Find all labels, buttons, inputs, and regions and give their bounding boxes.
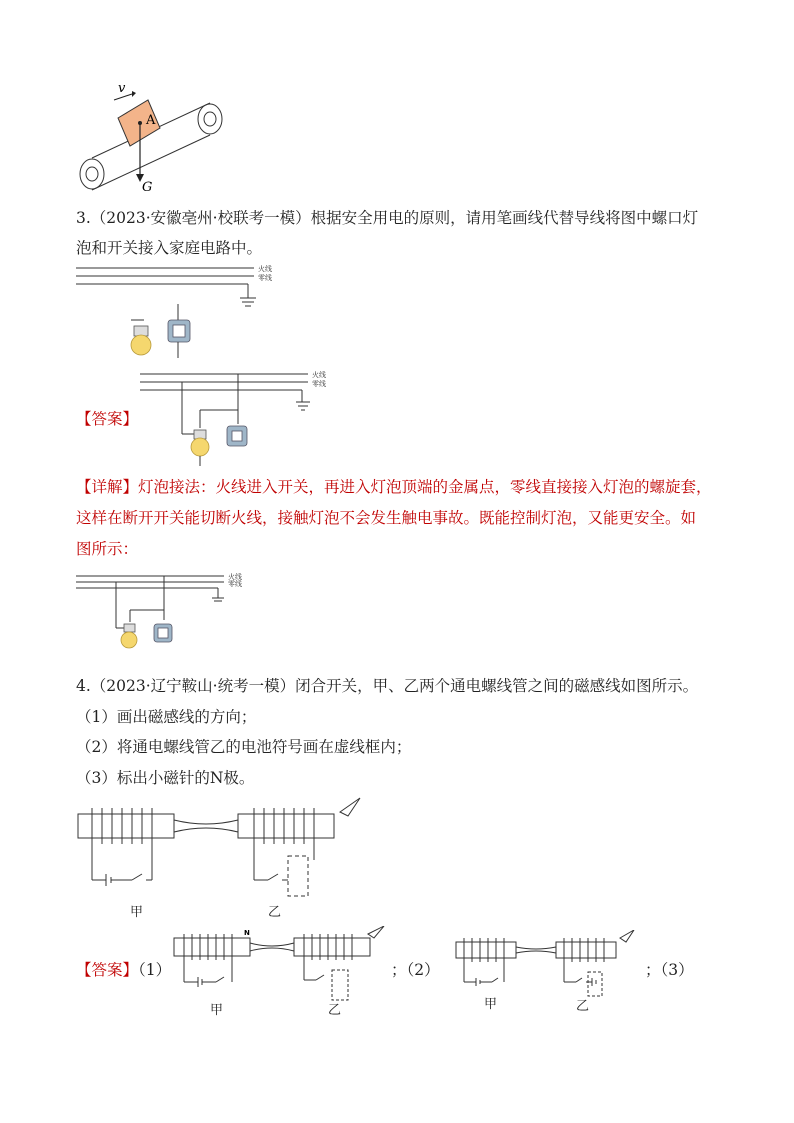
solenoid-yi — [238, 814, 334, 838]
switch-icon — [154, 624, 172, 642]
jia-label: 甲 — [130, 905, 144, 920]
q4-text-line1: 4.（2023·辽宁鞍山·统考一模）闭合开关，甲、乙两个通电螺线管之间的磁感线如图所示。 — [76, 677, 699, 695]
q3-text-line2: 泡和开关接入家庭电路中。 — [76, 239, 263, 257]
q3-detail-line2: 这样在断开开关能切断火线，接触灯泡不会发生触电事故。既能控制灯泡，又能更安全。如 — [76, 509, 697, 527]
svg-text:火线: 火线 — [312, 371, 326, 379]
a-label: A — [146, 113, 156, 128]
neutral-label: 零线 — [258, 274, 272, 282]
compass-needle-icon — [340, 798, 360, 816]
q3-circuit-figure — [72, 262, 282, 362]
answer-label: 【答案】 — [76, 961, 139, 979]
q4-sub1: （1）画出磁感线的方向； — [76, 708, 257, 726]
q3-answer-figure — [138, 362, 338, 470]
svg-text:零线: 零线 — [228, 580, 242, 588]
svg-text:甲: 甲 — [210, 1003, 224, 1018]
dashed-battery-box — [288, 856, 308, 896]
yi-label: 乙 — [268, 905, 282, 920]
n-pole-label: N — [244, 929, 250, 937]
bulb-icon — [191, 430, 209, 456]
q4-sub3: （3）标出小磁针的N极。 — [76, 769, 255, 787]
detail-text-1: 灯泡接法：火线进入开关，再进入灯泡顶端的金属点，零线直接接入灯泡的螺旋套， — [138, 478, 712, 496]
q3-detail-line3: 图所示： — [76, 540, 139, 558]
compass-needle-icon — [368, 926, 384, 938]
part1-label: （1） — [138, 961, 172, 979]
detail-label: 【详解】 — [76, 478, 139, 496]
live-label: 火线 — [258, 265, 272, 273]
switch-icon — [168, 304, 190, 358]
q4-answer-figure-2 — [452, 930, 642, 1014]
svg-text:火线: 火线 — [228, 573, 242, 581]
g-label: G — [142, 180, 153, 195]
q4-sub2: （2）将通电螺线管乙的电池符号画在虚线框内； — [76, 738, 412, 756]
conveyor-figure — [70, 78, 240, 196]
q3-detail-line1 — [76, 472, 712, 502]
q3-text-line1: 3.（2023·安徽亳州·校联考一模）根据安全用电的原则，请用笔画线代替导线将图中螺口灯 — [76, 209, 699, 227]
bulb-icon — [131, 320, 151, 355]
svg-text:零线: 零线 — [312, 380, 326, 388]
right-roller — [198, 104, 222, 134]
q4-answer-label — [76, 955, 171, 985]
q3-detail-figure — [72, 570, 252, 660]
svg-text:甲: 甲 — [484, 997, 498, 1012]
q3-answer-label: 【答案】 — [76, 410, 139, 428]
part2-label: ；（2） — [391, 961, 440, 979]
q4-solenoid-figure — [74, 794, 374, 922]
compass-needle-icon — [620, 930, 634, 942]
switch-icon — [227, 426, 247, 446]
part3-label: ；（3） — [645, 961, 694, 979]
v-label: v — [118, 81, 126, 96]
left-roller — [80, 159, 104, 189]
svg-text:乙: 乙 — [576, 999, 590, 1014]
q4-answer-figure-1 — [170, 926, 394, 1020]
svg-text:乙: 乙 — [328, 1003, 342, 1018]
